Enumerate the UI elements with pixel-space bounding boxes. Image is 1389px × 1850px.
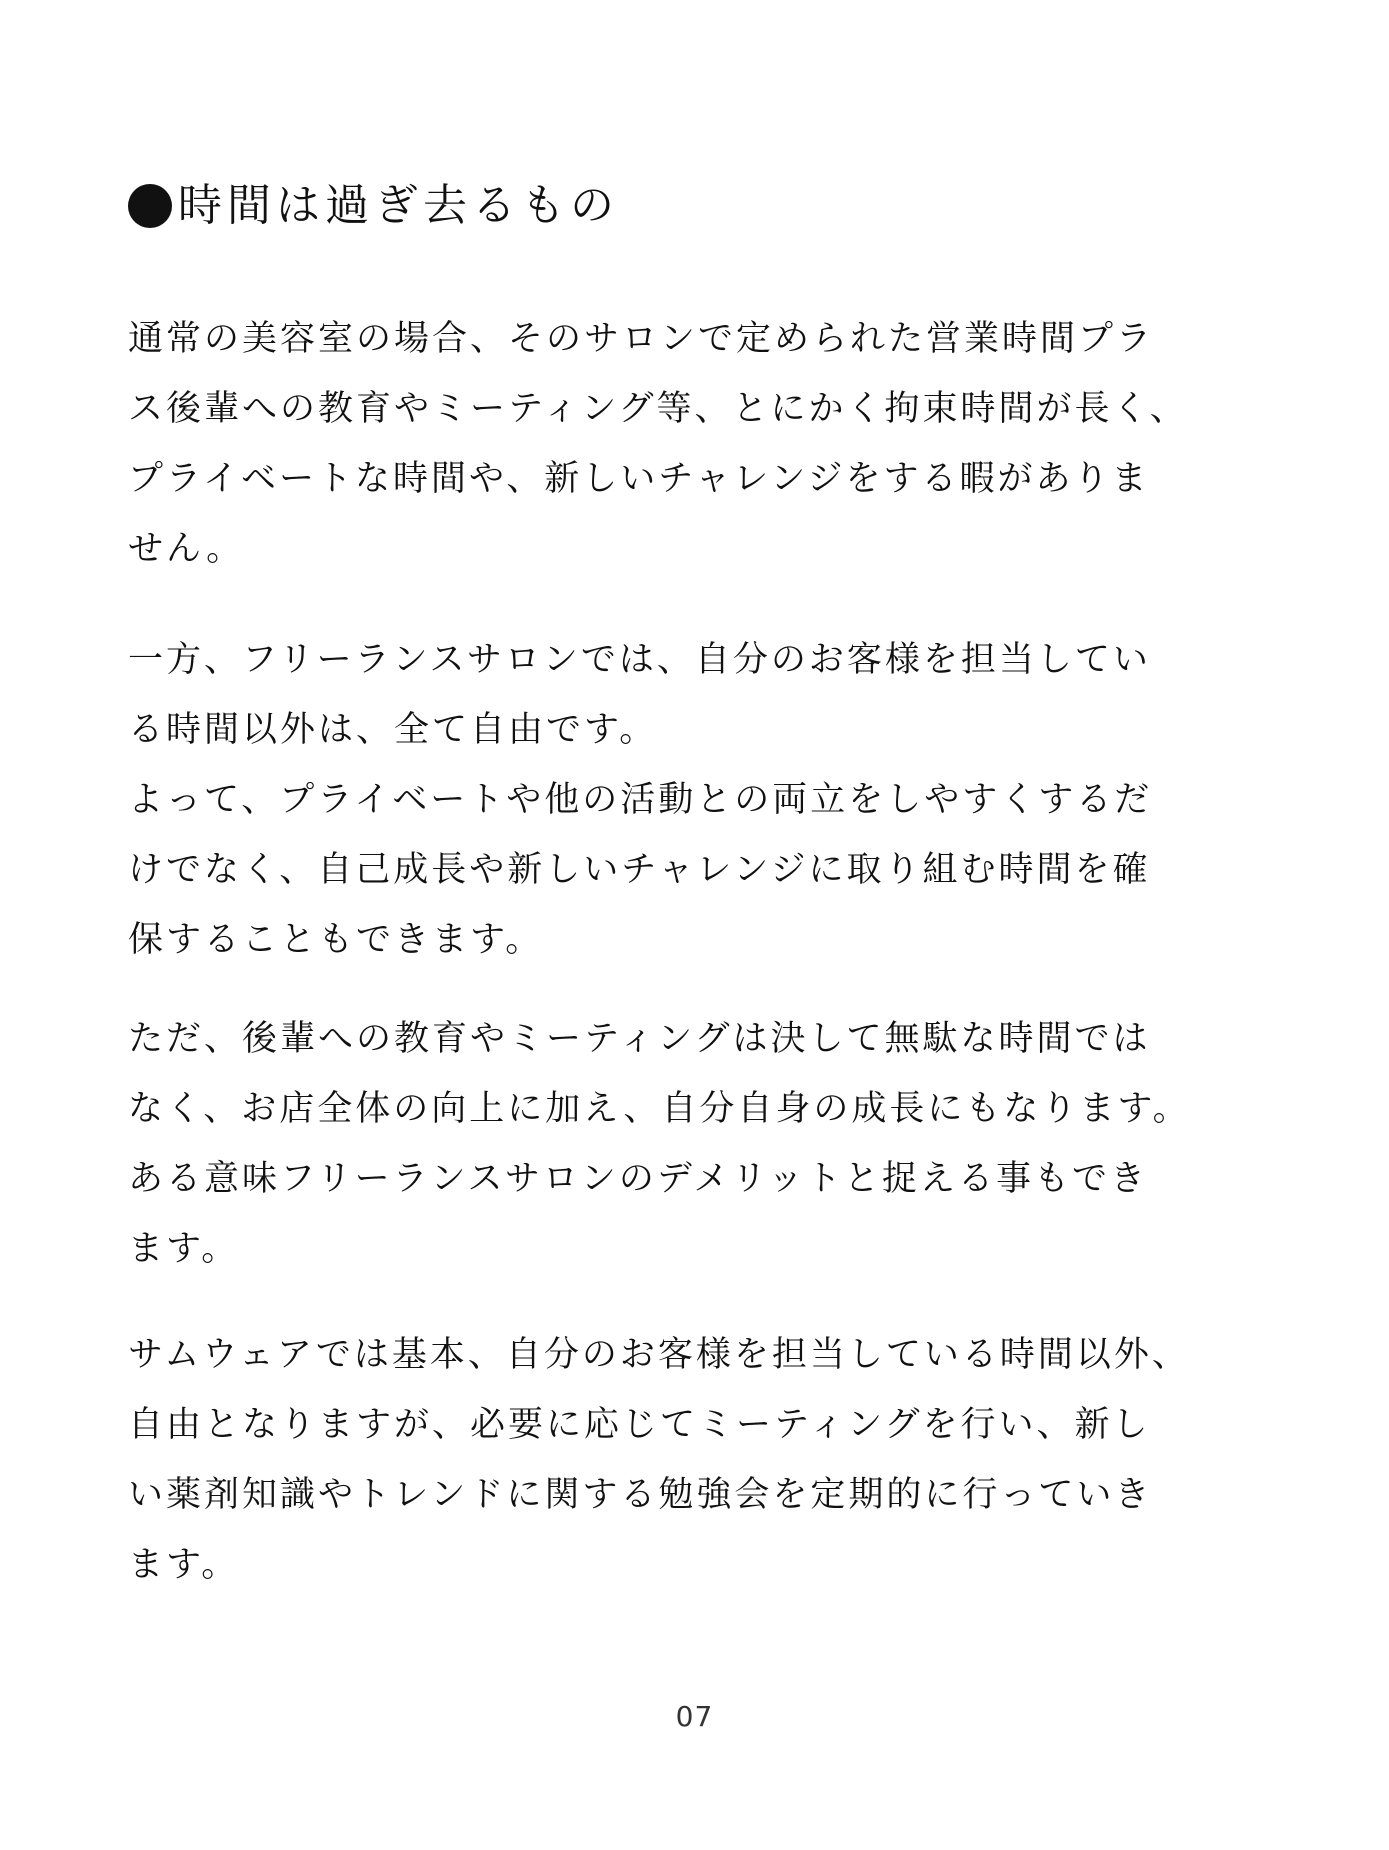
page-number: 07 — [675, 1700, 714, 1733]
paragraph-line: 保することもできます。 — [128, 920, 544, 960]
paragraph-line: 一方、フリーランスサロンでは、自分のお客様を担当してい — [128, 640, 1151, 680]
paragraph-line: サムウェアでは基本、自分のお客様を担当している時間以外、 — [128, 1335, 1190, 1375]
paragraph-line: 通常の美容室の場合、そのサロンで定められた営業時間プラ — [128, 319, 1155, 359]
paragraph-4 — [128, 1320, 1278, 1600]
paragraph-line: ただ、後輩への教育やミーティングは決して無駄な時間では — [128, 1019, 1151, 1059]
section-heading — [128, 176, 619, 236]
paragraph-line: ある意味フリーランスサロンのデメリットと捉える事もでき — [128, 1159, 1149, 1199]
paragraph-line: 自由となりますが、必要に応じてミーティングを行い、新し — [128, 1405, 1151, 1445]
paragraph-3 — [128, 1004, 1278, 1284]
section-title: 時間は過ぎ去るもの — [178, 180, 619, 231]
paragraph-line: ます。 — [128, 1229, 240, 1269]
paragraph-line: プライベートな時間や、新しいチャレンジをする暇がありま — [128, 459, 1150, 499]
paragraph-line: る時間以外は、全て自由です。 — [128, 710, 658, 750]
paragraph-line: せん。 — [128, 529, 245, 569]
paragraph-line: けでなく、自己成長や新しいチャレンジに取り組む時間を確 — [128, 850, 1151, 890]
paragraph-line: なく、お店全体の向上に加え、自分自身の成長にもなります。 — [128, 1089, 1191, 1129]
paragraph-line: ます。 — [128, 1545, 240, 1585]
bullet-icon — [128, 184, 172, 228]
paragraph-2 — [128, 625, 1278, 975]
paragraph-line: よって、プライベートや他の活動との両立をしやすくするだ — [128, 780, 1153, 820]
paragraph-1 — [128, 304, 1278, 584]
paragraph-line: ス後輩への教育やミーティング等、とにかく拘束時間が長く、 — [128, 389, 1188, 429]
paragraph-line: い薬剤知識やトレンドに関する勉強会を定期的に行っていき — [128, 1475, 1153, 1515]
